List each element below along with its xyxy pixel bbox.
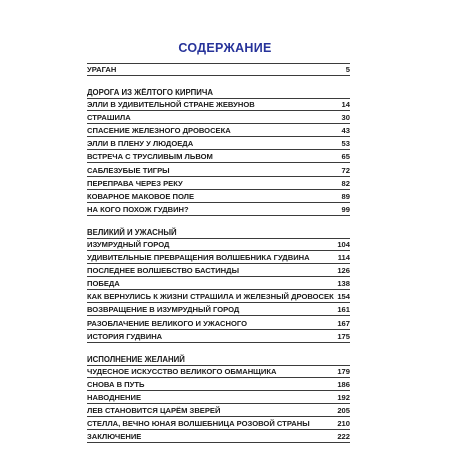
toc-entry-page: 5 [345, 65, 350, 74]
toc-entry[interactable] [87, 392, 350, 404]
toc-entry[interactable] [87, 125, 350, 137]
toc-entry-page: 114 [337, 253, 350, 263]
table-of-contents [87, 63, 350, 444]
page-title: СОДЕРЖАНИЕ [178, 41, 272, 55]
toc-entry[interactable] [87, 431, 350, 443]
toc-entry-intro[interactable] [87, 63, 350, 76]
toc-entry-label: КОВАРНОЕ МАКОВОЕ ПОЛЕ [87, 191, 195, 201]
toc-entry-page: 186 [337, 379, 350, 389]
toc-entry[interactable] [87, 418, 350, 430]
toc-entry[interactable] [87, 112, 350, 124]
toc-entry[interactable] [87, 165, 350, 177]
toc-entry-label: ПОСЛЕДНЕЕ ВОЛШЕБСТВО БАСТИНДЫ [87, 266, 240, 276]
toc-entry-page: 161 [337, 305, 350, 315]
toc-entry[interactable] [87, 151, 350, 163]
toc-entry[interactable] [87, 204, 350, 216]
toc-entry-label: ВОЗВРАЩЕНИЕ В ИЗУМРУДНЫЙ ГОРОД [87, 305, 240, 315]
toc-entry-label: ЛЕВ СТАНОВИТСЯ ЦАРЁМ ЗВЕРЕЙ [87, 405, 221, 415]
toc-entry-page: 82 [341, 178, 350, 188]
toc-entry-page: 205 [337, 405, 350, 415]
toc-entry[interactable] [87, 98, 350, 111]
toc-entry-page: 43 [341, 126, 350, 136]
toc-entry-label: СТЕЛЛА, ВЕЧНО ЮНАЯ ВОЛШЕБНИЦА РОЗОВОЙ СТРАНЫ [87, 419, 310, 429]
toc-entry-page: 14 [341, 100, 350, 110]
toc-entry[interactable] [87, 238, 350, 251]
toc-entry[interactable] [87, 379, 350, 391]
toc-entry-label: СТРАШИЛА [87, 113, 131, 123]
toc-entry-label: УДИВИТЕЛЬНЫЕ ПРЕВРАЩЕНИЯ ВОЛШЕБНИКА ГУДВИНА [87, 253, 310, 263]
toc-entry-label: САБЛЕЗУБЫЕ ТИГРЫ [87, 165, 170, 175]
toc-entry-label: ЧУДЕСНОЕ ИСКУССТВО ВЕЛИКОГО ОБМАНЩИКА [87, 366, 277, 376]
toc-entry-page: 126 [337, 266, 350, 276]
toc-entry-label: СНОВА В ПУТЬ [87, 379, 145, 389]
toc-entry-label: ПЕРЕПРАВА ЧЕРЕЗ РЕКУ [87, 178, 183, 188]
toc-entry-label: ИЗУМРУДНЫЙ ГОРОД [87, 239, 170, 249]
toc-entry-label: СПАСЕНИЕ ЖЕЛЕЗНОГО ДРОВОСЕКА [87, 126, 231, 136]
toc-entry[interactable] [87, 365, 350, 378]
toc-entry[interactable] [87, 191, 350, 203]
toc-entry[interactable] [87, 252, 350, 264]
toc-entry-label: РАЗОБЛАЧЕНИЕ ВЕЛИКОГО И УЖАСНОГО [87, 318, 247, 328]
section-heading: ВЕЛИКИЙ И УЖАСНЫЙ [87, 227, 177, 237]
toc-entry-page: 72 [341, 165, 350, 175]
toc-entry-page: 192 [337, 392, 350, 402]
toc-entry-page: 99 [341, 204, 350, 214]
toc-entry-label: ВСТРЕЧА С ТРУСЛИВЫМ ЛЬВОМ [87, 152, 213, 162]
toc-entry-page: 175 [337, 331, 350, 341]
toc-entry-page: 222 [337, 432, 350, 442]
toc-entry-label: ЭЛЛИ В ПЛЕНУ У ЛЮДОЕДА [87, 139, 194, 149]
toc-entry-label: НАВОДНЕНИЕ [87, 392, 142, 402]
toc-entry[interactable] [87, 331, 350, 343]
toc-entry-page: 65 [341, 152, 350, 162]
toc-entry-page: 167 [337, 318, 350, 328]
toc-entry[interactable] [87, 318, 350, 330]
toc-entry-label: ПОБЕДА [87, 279, 120, 289]
toc-entry-page: 210 [337, 419, 350, 429]
toc-entry-page: 154 [337, 292, 350, 302]
toc-entry-label: НА КОГО ПОХОЖ ГУДВИН? [87, 204, 189, 214]
toc-entry[interactable] [87, 405, 350, 417]
toc-entry-label: УРАГАН [87, 65, 117, 74]
toc-entry-label: ЗАКЛЮЧЕНИЕ [87, 432, 142, 442]
toc-entry-page: 104 [337, 239, 350, 249]
section-heading: ДОРОГА ИЗ ЖЁЛТОГО КИРПИЧА [87, 88, 213, 98]
toc-entry-page: 179 [337, 366, 350, 376]
toc-entry-page: 138 [337, 279, 350, 289]
toc-entry-label: ЭЛЛИ В УДИВИТЕЛЬНОЙ СТРАНЕ ЖЕВУНОВ [87, 100, 255, 110]
toc-entry[interactable] [87, 278, 350, 290]
section-heading: ИСПОЛНЕНИЕ ЖЕЛАНИЙ [87, 354, 185, 364]
toc-entry[interactable] [87, 178, 350, 190]
toc-entry-label: КАК ВЕРНУЛИСЬ К ЖИЗНИ СТРАШИЛА И ЖЕЛЕЗНЫЙ ДРОВОСЕК [87, 292, 334, 302]
toc-entry[interactable] [87, 138, 350, 150]
toc-entry-page: 53 [341, 139, 350, 149]
toc-entry-page: 89 [341, 191, 350, 201]
toc-entry-page: 30 [341, 113, 350, 123]
toc-entry-label: ИСТОРИЯ ГУДВИНА [87, 331, 163, 341]
toc-entry[interactable] [87, 291, 350, 303]
toc-entry[interactable] [87, 304, 350, 316]
toc-entry[interactable] [87, 265, 350, 277]
